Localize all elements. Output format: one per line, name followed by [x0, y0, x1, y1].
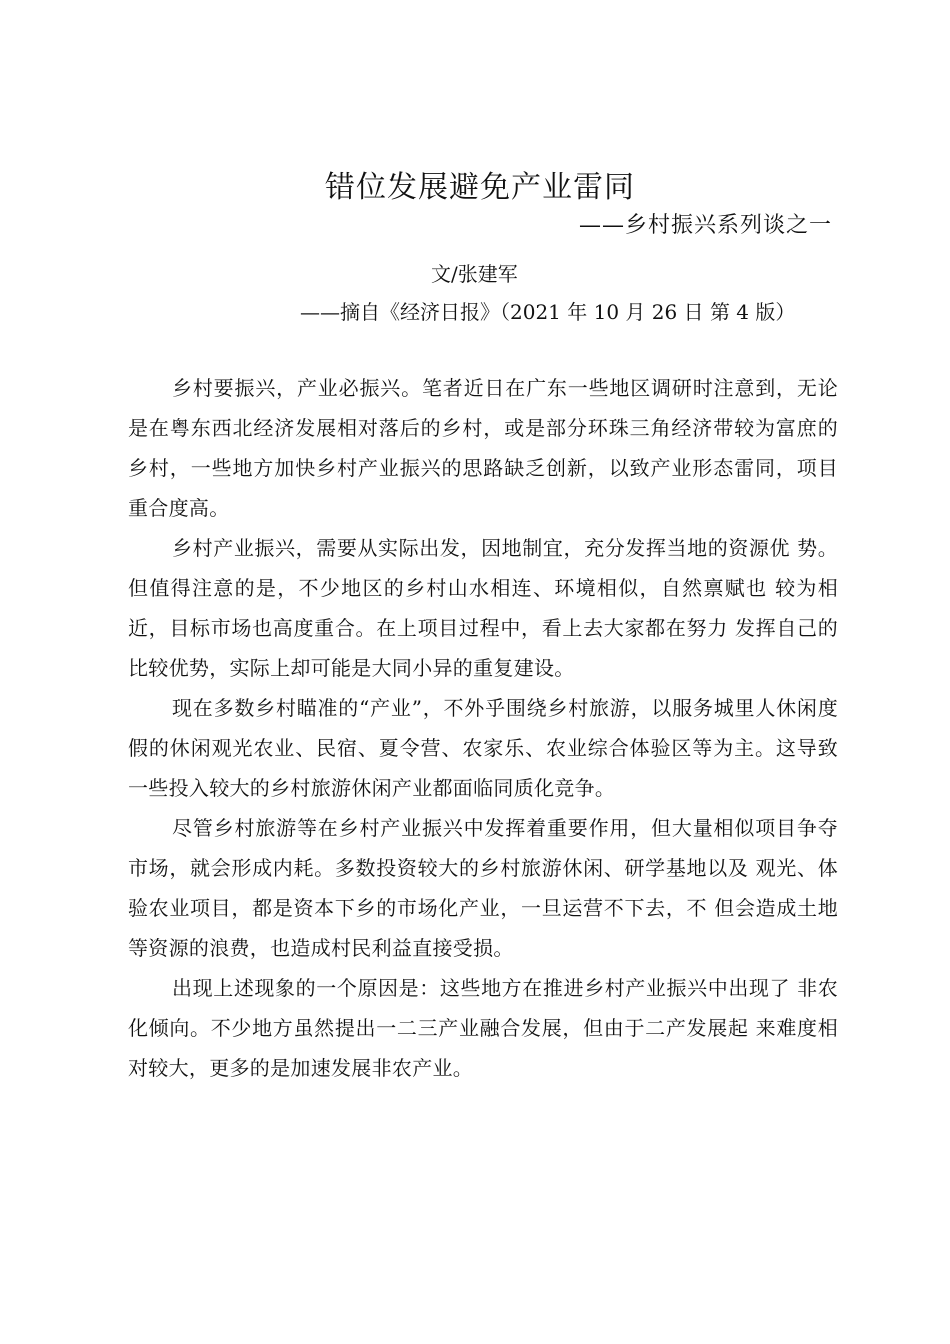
article-source: ——摘自《经济日报》（2021 年 10 月 26 日 第 4 版） [300, 300, 796, 324]
article-subtitle: ——乡村振兴系列谈之一 [578, 213, 832, 238]
article-title: 错位发展避免产业雷同 [325, 170, 635, 205]
body-paragraph: 现在多数乡村瞄准的“产业”，不外乎围绕乡村旅游，以服务城里人休闲度假的休闲观光农业、民宿、夏令营、农家乐、农业综合体验区等为主。这导致一些投入较大的乡村旅游休闲产业都面临同质化竞争。 [128, 696, 838, 800]
body-paragraph: 尽管乡村旅游等在乡村产业振兴中发挥着重要作用，但大量相似项目争夺市场，就会形成内耗。多数投资较大的乡村旅游休闲、研学基地以及 观光、体验农业项目，都是资本下乡的市场化产业，一旦运营不下去，不 但会造成土地等资源的浪费，也造成村民利益直接受损。 [128, 816, 838, 960]
article-body [128, 368, 838, 1088]
body-paragraph: 乡村要振兴，产业必振兴。笔者近日在广东一些地区调研时注意到，无论是在粤东西北经济发展相对落后的乡村，或是部分环珠三角经济带较为富庶的乡村，一些地方加快乡村产业振兴的思路缺乏创新，以致产业形态雷同，项目重合度高。 [128, 376, 838, 520]
article-author: 文/张建军 [431, 262, 518, 286]
body-paragraph: 出现上述现象的一个原因是：这些地方在推进乡村产业振兴中出现了 非农化倾向。不少地方虽然提出一二三产业融合发展，但由于二产发展起 来难度相对较大，更多的是加速发展非农产业。 [128, 976, 838, 1080]
body-paragraph: 乡村产业振兴，需要从实际出发，因地制宜，充分发挥当地的资源优 势。但值得注意的是，不少地区的乡村山水相连、环境相似，自然禀赋也 较为相近，目标市场也高度重合。在上项目过程中，看上去大家都在努力 发挥自己的比较优势，实际上却可能是大同小异的重复建设。 [128, 536, 838, 680]
